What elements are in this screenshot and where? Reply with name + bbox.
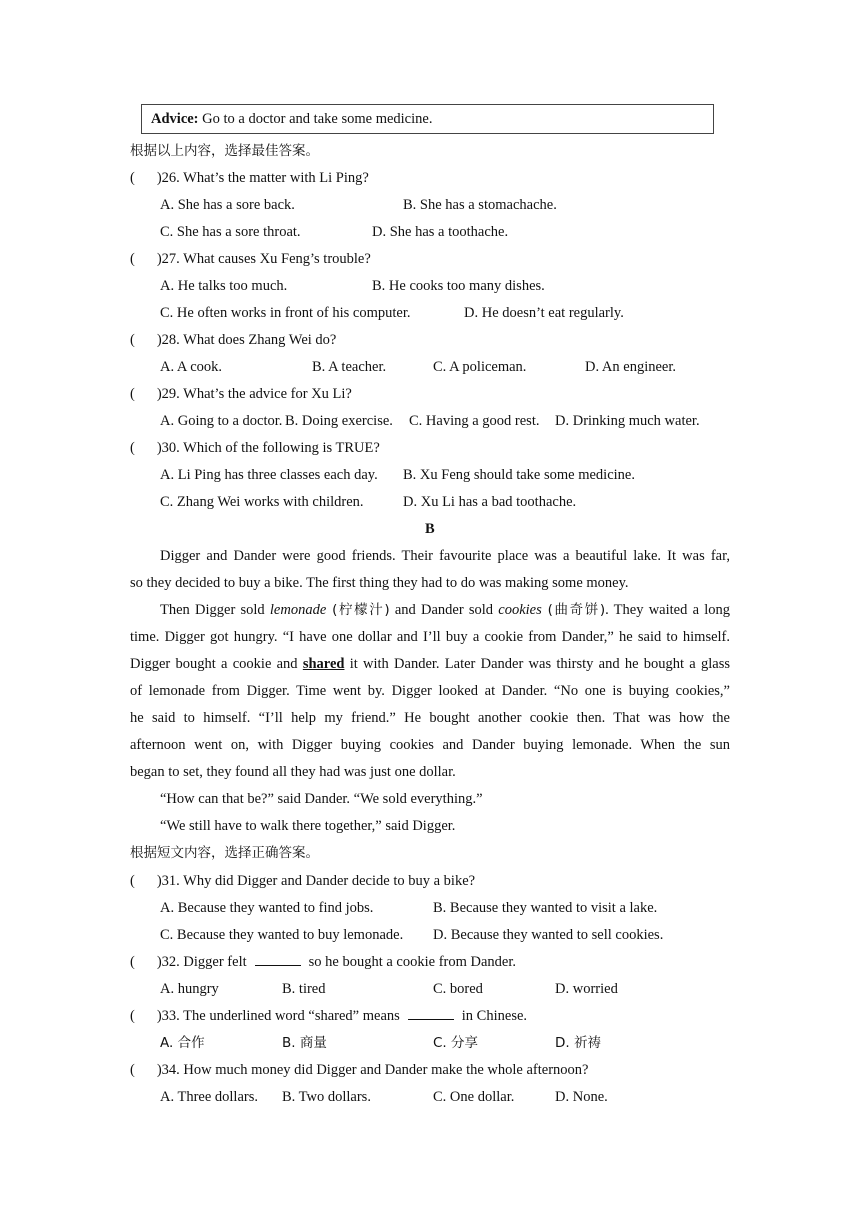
question-29 xyxy=(130,384,352,404)
option: A. She has a sore back. xyxy=(160,197,295,213)
option: B. Two dollars. xyxy=(282,1089,371,1105)
option: C. Because they wanted to buy lemonade. xyxy=(160,927,404,943)
option: B. A teacher. xyxy=(312,359,387,375)
passage-text: . They waited a long xyxy=(605,602,731,618)
passage-line: Digger and Dander were good friends. Their favourite place was a beautiful lake. It was far, xyxy=(160,548,730,564)
option: B. Xu Feng should take some medicine. xyxy=(403,467,635,483)
passage-line: began to set, they found all they had was just one dollar. xyxy=(130,764,456,780)
word-lemonade: lemonade xyxy=(269,602,327,618)
underlined-word-shared: shared xyxy=(302,656,345,672)
advice-line xyxy=(151,109,432,129)
question-stem: )26. What’s the matter with Li Ping? xyxy=(156,170,369,186)
option: C. Having a good rest. xyxy=(409,413,540,429)
answer-blank xyxy=(255,952,301,966)
passage-line: so they decided to buy a bike. The first thing they had to do was making some money. xyxy=(130,575,629,591)
option: A. hungry xyxy=(160,981,219,997)
option: C. 分享 xyxy=(433,1035,479,1051)
option: D. Xu Li has a bad toothache. xyxy=(403,494,577,510)
answer-blank xyxy=(408,1006,454,1020)
option: B. 商量 xyxy=(282,1035,327,1051)
option: C. A policeman. xyxy=(433,359,527,375)
option: D. She has a toothache. xyxy=(372,224,509,240)
option: D. worried xyxy=(555,981,618,997)
passage-text: Then Digger sold xyxy=(160,602,270,618)
option: A. 合作 xyxy=(160,1035,205,1051)
gloss-lemonade: (柠檬汁) xyxy=(326,602,390,618)
question-33 xyxy=(130,1006,527,1026)
answer-paren: ( xyxy=(130,954,135,970)
section-b-title: B xyxy=(425,521,435,537)
option: B. Because they wanted to visit a lake. xyxy=(433,900,658,916)
option: D. None. xyxy=(555,1089,608,1105)
word-cookies: cookies xyxy=(498,602,542,618)
answer-paren: ( xyxy=(130,1062,135,1078)
option: D. 祈祷 xyxy=(555,1035,601,1051)
question-stem-end: in Chinese. xyxy=(461,1008,528,1024)
question-stem: )27. What causes Xu Feng’s trouble? xyxy=(156,251,371,267)
advice-label: Advice: xyxy=(151,111,199,127)
question-28 xyxy=(130,330,336,350)
option: D. He doesn’t eat regularly. xyxy=(464,305,624,321)
question-26 xyxy=(130,168,369,188)
option: B. Doing exercise. xyxy=(285,413,393,429)
option: A. Because they wanted to find jobs. xyxy=(160,900,374,916)
passage-line xyxy=(130,654,730,674)
instruction-b: 根据短文内容，选择正确答案。 xyxy=(130,845,319,861)
option: A. Li Ping has three classes each day. xyxy=(160,467,378,483)
question-stem: )33. The underlined word “shared” means xyxy=(156,1008,400,1024)
passage-text: and Dander sold xyxy=(389,602,499,618)
option: A. He talks too much. xyxy=(160,278,288,294)
answer-paren: ( xyxy=(130,332,135,348)
question-stem: )32. Digger felt xyxy=(156,954,247,970)
answer-paren: ( xyxy=(130,170,135,186)
option: C. bored xyxy=(433,981,483,997)
advice-text: Go to a doctor and take some medicine. xyxy=(198,111,433,127)
question-stem: )34. How much money did Digger and Dander make the whole afternoon? xyxy=(156,1062,589,1078)
question-30 xyxy=(130,438,380,458)
gloss-cookies: (曲奇饼) xyxy=(541,602,606,618)
answer-paren: ( xyxy=(130,1008,135,1024)
option: D. An engineer. xyxy=(585,359,677,375)
answer-paren: ( xyxy=(130,873,135,889)
passage-line: of lemonade from Digger. Time went by. Digger looked at Dander. “No one is buying cookies,” xyxy=(130,683,730,699)
option: B. She has a stomachache. xyxy=(403,197,557,213)
question-stem: )29. What’s the advice for Xu Li? xyxy=(156,386,352,402)
instruction-a: 根据以上内容，选择最佳答案。 xyxy=(130,143,319,159)
answer-paren: ( xyxy=(130,251,135,267)
advice-box xyxy=(141,104,714,134)
passage-line: time. Digger got hungry. “I have one dollar and I’ll buy a cookie from Dander,” he said to himself. xyxy=(130,629,730,645)
option: A. A cook. xyxy=(160,359,223,375)
passage-line: “How can that be?” said Dander. “We sold everything.” xyxy=(160,791,483,807)
option: A. Three dollars. xyxy=(160,1089,258,1105)
question-stem-end: so he bought a cookie from Dander. xyxy=(308,954,517,970)
answer-paren: ( xyxy=(130,386,135,402)
passage-line: “We still have to walk there together,” said Digger. xyxy=(160,818,456,834)
option: A. Going to a doctor. xyxy=(160,413,283,429)
question-32 xyxy=(130,952,516,972)
option: B. He cooks too many dishes. xyxy=(372,278,545,294)
question-34 xyxy=(130,1060,589,1080)
question-stem: )28. What does Zhang Wei do? xyxy=(156,332,337,348)
option: B. tired xyxy=(282,981,326,997)
passage-line xyxy=(160,600,730,620)
passage-text: Digger bought a cookie and xyxy=(130,656,303,672)
option: D. Drinking much water. xyxy=(555,413,700,429)
passage-line: he said to himself. “I’ll help my friend.” He bought another cookie then. That was how the xyxy=(130,710,730,726)
question-stem: )30. Which of the following is TRUE? xyxy=(156,440,380,456)
option: C. He often works in front of his computer. xyxy=(160,305,411,321)
question-stem: )31. Why did Digger and Dander decide to buy a bike? xyxy=(156,873,476,889)
option: C. One dollar. xyxy=(433,1089,515,1105)
question-27 xyxy=(130,249,371,269)
option: C. Zhang Wei works with children. xyxy=(160,494,364,510)
option: D. Because they wanted to sell cookies. xyxy=(433,927,664,943)
answer-paren: ( xyxy=(130,440,135,456)
passage-line: afternoon went on, with Digger buying cookies and Dander buying lemonade. When the sun xyxy=(130,737,730,753)
question-31 xyxy=(130,871,475,891)
option: C. She has a sore throat. xyxy=(160,224,301,240)
passage-text: it with Dander. Later Dander was thirsty and he bought a glass xyxy=(344,656,730,672)
